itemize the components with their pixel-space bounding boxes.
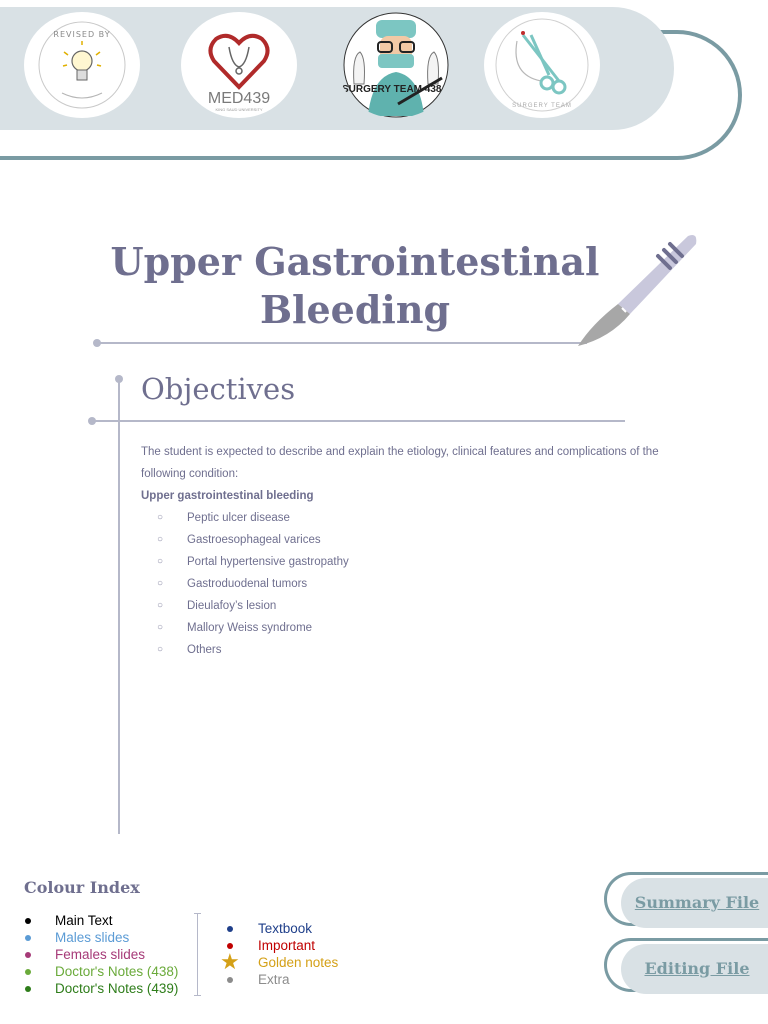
- star-icon: ★: [220, 949, 240, 974]
- colour-index-item: [220, 971, 338, 988]
- color-dot-icon: [25, 935, 31, 941]
- colour-index-item: [22, 929, 178, 946]
- color-dot-icon: [25, 969, 31, 975]
- revised-by-text: REVISED BY: [53, 30, 111, 39]
- objectives-vertical-line: [118, 378, 120, 834]
- color-dot-icon: [25, 986, 31, 992]
- colour-index-label: Main Text: [55, 913, 113, 928]
- colour-index-separator-cap: [194, 995, 201, 996]
- list-item-text: Gastroesophageal varices: [187, 534, 321, 546]
- colour-index-separator: [197, 913, 198, 995]
- colour-index-title: Colour Index: [24, 878, 140, 897]
- list-item-text: Gastroduodenal tumors: [187, 578, 308, 590]
- colour-index-label: Males slides: [55, 930, 130, 945]
- color-dot-icon: [227, 977, 233, 983]
- med439-text: MED439: [207, 90, 271, 107]
- colour-index-label: Doctor's Notes (438): [55, 964, 179, 979]
- objectives-list: [141, 507, 349, 661]
- colour-index-label: Textbook: [258, 921, 313, 936]
- summary-file-link[interactable]: Summary File: [634, 893, 760, 912]
- revised-by-logo: [24, 12, 140, 118]
- color-dot-icon: [25, 952, 31, 958]
- colour-index-column-2: [220, 920, 338, 988]
- colour-index-label: Females slides: [55, 947, 146, 962]
- lightbulb-icon: [32, 15, 132, 115]
- list-item: [141, 507, 349, 529]
- list-item: [141, 573, 349, 595]
- editing-file-link[interactable]: Editing File: [644, 959, 750, 978]
- title-line-1: Upper Gastrointestinal: [110, 239, 600, 284]
- list-item-text: Others: [187, 644, 222, 656]
- list-item: [141, 617, 349, 639]
- colour-index-item: [22, 912, 178, 929]
- page-title: [90, 238, 620, 334]
- scalpel-icon: [570, 228, 710, 350]
- title-divider: [97, 342, 587, 344]
- surgery-team-438-text: SURGERY TEAM 438: [342, 84, 442, 95]
- colour-index-label: Golden notes: [258, 955, 339, 970]
- list-item: [141, 639, 349, 661]
- colour-index-item: [22, 980, 178, 997]
- list-item: [141, 529, 349, 551]
- objectives-intro: The student is expected to describe and explain the etiology, clinical features and complications of the following condition:: [141, 446, 659, 480]
- circle-bullet-icon: ○: [157, 556, 164, 567]
- list-item-text: Mallory Weiss syndrome: [187, 622, 313, 634]
- title-line-2: Bleeding: [259, 287, 451, 332]
- colour-index-label: Important: [258, 938, 316, 953]
- list-item-text: Portal hypertensive gastropathy: [187, 556, 349, 568]
- colour-index-item: [22, 963, 178, 980]
- colour-index-item: [220, 920, 338, 937]
- colour-index-item: [220, 949, 339, 974]
- heart-stethoscope-icon: [184, 15, 294, 115]
- circle-bullet-icon: ○: [157, 512, 164, 523]
- objectives-divider: [92, 420, 625, 422]
- list-item: [141, 551, 349, 573]
- list-item-text: Peptic ulcer disease: [187, 512, 290, 524]
- list-item: [141, 595, 349, 617]
- list-item-text: Dieulafoy’s lesion: [187, 600, 277, 612]
- circle-bullet-icon: ○: [157, 578, 164, 589]
- objectives-heading: Objectives: [141, 372, 296, 406]
- editing-file-link-container: [604, 938, 768, 996]
- colour-index-column-1: [22, 912, 178, 997]
- surgery-team-logo: [484, 12, 600, 118]
- color-dot-icon: [25, 918, 31, 924]
- university-text: KING SAUD UNIVERSITY: [215, 107, 263, 112]
- colour-index-label: Doctor's Notes (439): [55, 981, 179, 996]
- colour-index-label: Extra: [258, 972, 290, 987]
- circle-bullet-icon: ○: [157, 534, 164, 545]
- circle-bullet-icon: ○: [157, 600, 164, 611]
- forceps-icon: [487, 15, 597, 115]
- med439-logo: [181, 12, 297, 118]
- color-dot-icon: [227, 926, 233, 932]
- circle-bullet-icon: ○: [157, 644, 164, 655]
- surgery-team-text: SURGERY TEAM: [512, 103, 572, 109]
- circle-bullet-icon: ○: [157, 622, 164, 633]
- objectives-subheading: Upper gastrointestinal bleeding: [141, 490, 314, 502]
- colour-index-item: [22, 946, 178, 963]
- surgeon-icon: [338, 12, 454, 118]
- summary-file-link-container: [604, 872, 768, 930]
- surgery-team-438-logo: [338, 12, 454, 118]
